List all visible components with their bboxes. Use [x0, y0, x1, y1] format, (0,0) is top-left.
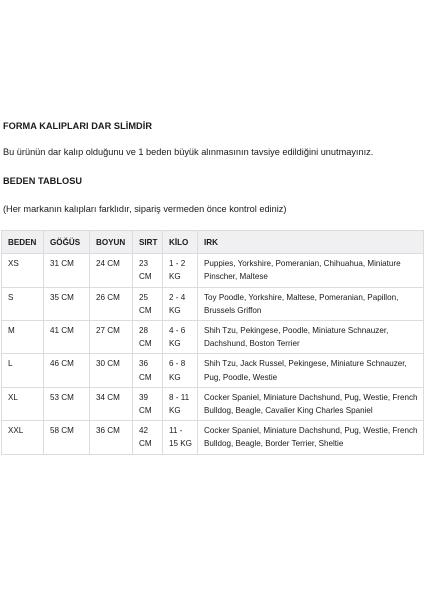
- header-sirt: SIRT: [133, 231, 163, 254]
- table-row: [2, 354, 424, 387]
- cell-irk: Shih Tzu, Jack Russel, Pekingese, Miniature Schnauzer, Pug, Poodle, Westie: [198, 354, 424, 387]
- header-boyun: BOYUN: [90, 231, 133, 254]
- cell-sirt: 42 CM: [133, 421, 163, 454]
- cell-beden: M: [2, 321, 44, 354]
- cell-irk: Puppies, Yorkshire, Pomeranian, Chihuahua, Miniature Pinscher, Maltese: [198, 254, 424, 287]
- cell-beden: S: [2, 287, 44, 320]
- cell-beden: XL: [2, 387, 44, 420]
- table-row: [2, 287, 424, 320]
- cell-sirt: 23 CM: [133, 254, 163, 287]
- cell-sirt: 25 CM: [133, 287, 163, 320]
- header-irk: IRK: [198, 231, 424, 254]
- fit-recommendation-text: Bu ürünün dar kalıp olduğunu ve 1 beden büyük alınmasının tavsiye edildiğini unutmayınız.: [3, 147, 374, 157]
- table-row: [2, 421, 424, 454]
- cell-gogus: 58 CM: [44, 421, 90, 454]
- cell-kilo: 8 - 11 KG: [163, 387, 198, 420]
- cell-gogus: 46 CM: [44, 354, 90, 387]
- table-header-row: [2, 231, 424, 254]
- header-gogus: GÖĞÜS: [44, 231, 90, 254]
- cell-kilo: 6 - 8 KG: [163, 354, 198, 387]
- header-beden: BEDEN: [2, 231, 44, 254]
- cell-kilo: 2 - 4 KG: [163, 287, 198, 320]
- cell-sirt: 28 CM: [133, 321, 163, 354]
- cell-boyun: 24 CM: [90, 254, 133, 287]
- fit-warning-heading: FORMA KALIPLARI DAR SLİMDİR: [3, 121, 153, 131]
- cell-sirt: 36 CM: [133, 354, 163, 387]
- cell-beden: XXL: [2, 421, 44, 454]
- cell-kilo: 4 - 6 KG: [163, 321, 198, 354]
- cell-gogus: 53 CM: [44, 387, 90, 420]
- table-row: [2, 254, 424, 287]
- cell-boyun: 26 CM: [90, 287, 133, 320]
- cell-boyun: 30 CM: [90, 354, 133, 387]
- cell-beden: XS: [2, 254, 44, 287]
- cell-boyun: 36 CM: [90, 421, 133, 454]
- table-row: [2, 321, 424, 354]
- header-kilo: KİLO: [163, 231, 198, 254]
- size-table: [1, 230, 424, 455]
- size-table-heading: BEDEN TABLOSU: [3, 176, 83, 186]
- cell-boyun: 34 CM: [90, 387, 133, 420]
- cell-sirt: 39 CM: [133, 387, 163, 420]
- cell-beden: L: [2, 354, 44, 387]
- cell-irk: Shih Tzu, Pekingese, Poodle, Miniature Schnauzer, Dachshund, Boston Terrier: [198, 321, 424, 354]
- cell-irk: Cocker Spaniel, Miniature Dachshund, Pug, Westie, French Bulldog, Beagle, Cavalier King Charles Spaniel: [198, 387, 424, 420]
- cell-kilo: 1 - 2 KG: [163, 254, 198, 287]
- cell-gogus: 31 CM: [44, 254, 90, 287]
- cell-boyun: 27 CM: [90, 321, 133, 354]
- cell-gogus: 35 CM: [44, 287, 90, 320]
- cell-kilo: 11 - 15 KG: [163, 421, 198, 454]
- cell-irk: Cocker Spaniel, Miniature Dachshund, Pug, Westie, French Bulldog, Beagle, Border Terrier, Sheltie: [198, 421, 424, 454]
- cell-irk: Toy Poodle, Yorkshire, Maltese, Pomeranian, Papillon, Brussels Griffon: [198, 287, 424, 320]
- brand-note-text: (Her markanın kalıpları farklıdır, sipariş vermeden önce kontrol ediniz): [3, 204, 287, 214]
- table-row: [2, 387, 424, 420]
- cell-gogus: 41 CM: [44, 321, 90, 354]
